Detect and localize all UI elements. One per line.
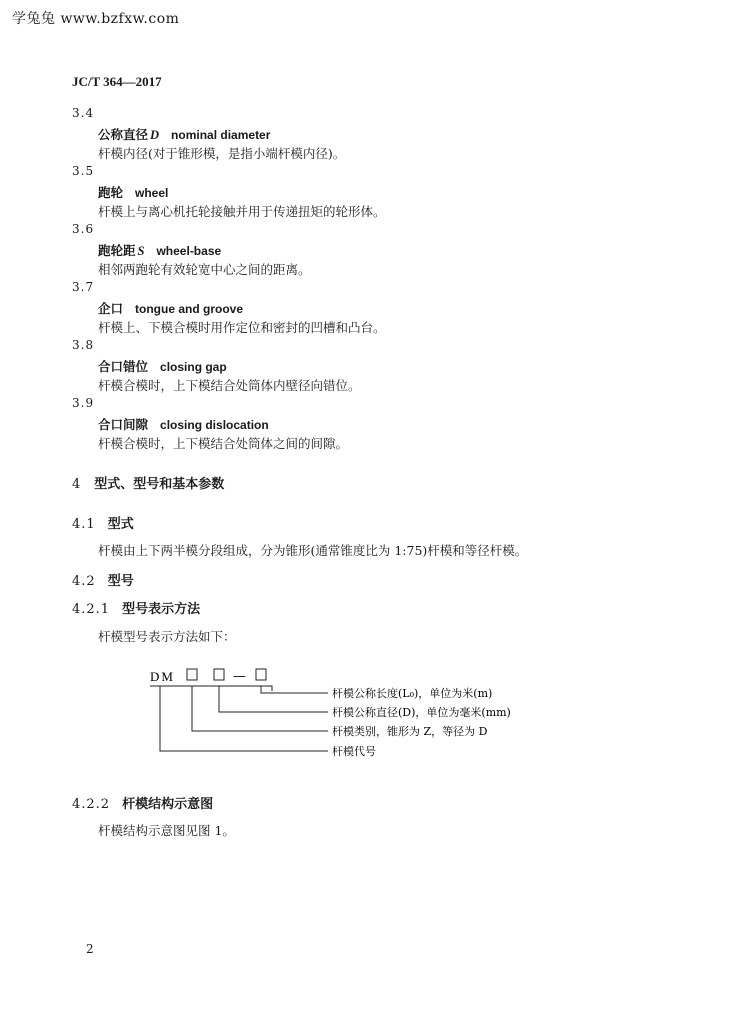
placeholder-box-length	[256, 669, 266, 680]
term-en: wheel-base	[156, 244, 222, 258]
model-code: DM	[150, 669, 175, 684]
term-definition: 相邻两跑轮有效轮宽中心之间的距离。	[98, 262, 311, 277]
term-en: wheel	[135, 186, 169, 200]
term-zh: 企口	[98, 301, 124, 316]
term-zh: 合口间隙	[98, 417, 149, 432]
label-category: 杆模类别，锥形为 Z，等径为 D	[332, 725, 488, 738]
term-en: tongue and groove	[135, 302, 244, 316]
term-definition: 杆模上与离心机托轮接触并用于传递扭矩的轮形体。	[98, 204, 386, 219]
term-zh: 跑轮	[98, 185, 124, 200]
watermark: 学兔兔 www.bzfxw.com	[12, 11, 180, 27]
page-number: 2	[86, 942, 94, 956]
placeholder-box-diameter	[214, 669, 224, 680]
term-symbol: S	[137, 244, 145, 258]
standard-number: JC/T 364—2017	[72, 74, 162, 89]
leader-lines	[150, 686, 328, 751]
subsection-title: 杆模结构示意图	[122, 797, 214, 812]
term-number: 3.8	[72, 338, 95, 352]
leader-line-length	[261, 686, 328, 693]
subsection-number: 4.1	[72, 517, 96, 532]
term-zh: 跑轮距	[98, 243, 136, 258]
label-code: 杆模代号	[332, 745, 376, 758]
term-definition: 杆模合模时，上下模结合处筒体之间的间隙。	[98, 436, 349, 451]
subsection-title: 型式	[107, 517, 134, 532]
label-diameter: 杆模公称直径(D)，单位为毫米(mm)	[332, 706, 511, 719]
term-number: 3.5	[72, 164, 95, 178]
section-title: 型式、型号和基本参数	[94, 477, 225, 492]
term-zh: 公称直径	[98, 127, 149, 142]
paragraph: 杆模由上下两半模分段组成，分为锥形(通常锥度比为 1:75)杆模和等径杆模。	[98, 543, 528, 558]
term-en: closing dislocation	[160, 418, 269, 432]
placeholder-box-category	[187, 669, 197, 680]
term-zh: 合口错位	[98, 359, 149, 374]
subsection-number: 4.2	[72, 574, 96, 589]
section-number: 4	[72, 477, 81, 492]
dash-separator: —	[233, 669, 246, 684]
term-definition: 杆模内径(对于锥形模，是指小端杆模内径)。	[98, 146, 346, 161]
paragraph: 杆模型号表示方法如下：	[98, 629, 236, 644]
label-length: 杆模公称长度(L₀)，单位为米(m)	[332, 687, 493, 700]
term-number: 3.4	[72, 106, 95, 120]
term-number: 3.6	[72, 222, 95, 236]
subsection-number: 4.2.2	[72, 797, 111, 812]
subsection-heading	[72, 793, 213, 812]
term-number: 3.7	[72, 280, 95, 294]
subsection-number: 4.2.1	[72, 602, 111, 617]
underline-bracket	[150, 686, 272, 691]
term-symbol: D	[150, 128, 160, 142]
term-definition: 杆模上、下模合模时用作定位和密封的凹槽和凸台。	[98, 320, 386, 335]
paragraph: 杆模结构示意图见图 1。	[98, 823, 235, 838]
subsection-title: 型号	[107, 574, 134, 589]
term-definition: 杆模合模时，上下模结合处筒体内壁径向错位。	[98, 378, 361, 393]
term-en: closing gap	[160, 360, 227, 374]
term-en: nominal diameter	[171, 128, 271, 142]
term-number: 3.9	[72, 396, 95, 410]
leader-line-diameter	[219, 686, 328, 712]
leader-line-code	[160, 686, 328, 751]
subsection-title: 型号表示方法	[122, 602, 201, 617]
